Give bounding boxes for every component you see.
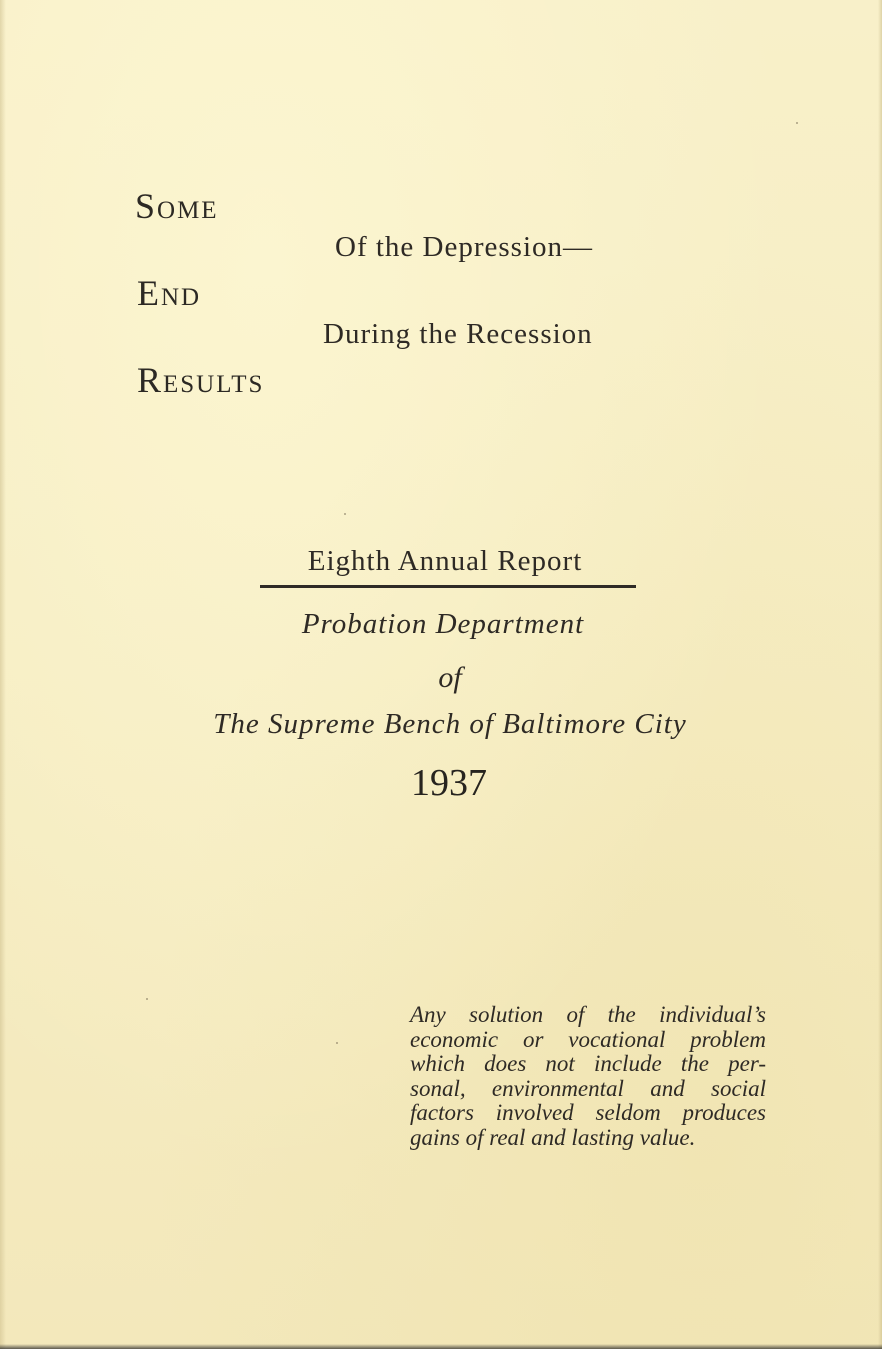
title-word-some: Some <box>135 186 219 226</box>
paper-speck <box>796 122 798 124</box>
title-word-end: End <box>137 273 202 313</box>
epigraph-line: Any solution of the individual’s <box>410 1002 766 1027</box>
paper-bottom-edge <box>0 1344 882 1349</box>
paper-speck <box>146 998 148 1000</box>
department-name: Probation Department <box>301 608 585 640</box>
title-word-results: Results <box>137 360 265 400</box>
epigraph-line: factors involved seldom produces <box>410 1100 766 1125</box>
connector-of: of <box>438 661 462 694</box>
report-year: 1937 <box>411 762 487 804</box>
title-line-depression: Of the Depression— <box>335 231 594 263</box>
epigraph-line: gains of real and lasting value. <box>410 1124 696 1150</box>
epigraph-line: which does not include the per- <box>410 1051 766 1076</box>
report-heading: Eighth Annual Report <box>307 545 583 577</box>
epigraph <box>410 1003 766 1150</box>
epigraph-line: economic or vocational problem <box>410 1026 766 1052</box>
title-line-recession: During the Recession <box>323 318 593 350</box>
heading-rule <box>260 585 636 588</box>
paper-speck <box>336 1042 338 1044</box>
paper-speck <box>344 513 346 515</box>
epigraph-line: sonal, environmental and social <box>410 1075 766 1101</box>
court-name: The Supreme Bench of Baltimore City <box>213 708 687 740</box>
